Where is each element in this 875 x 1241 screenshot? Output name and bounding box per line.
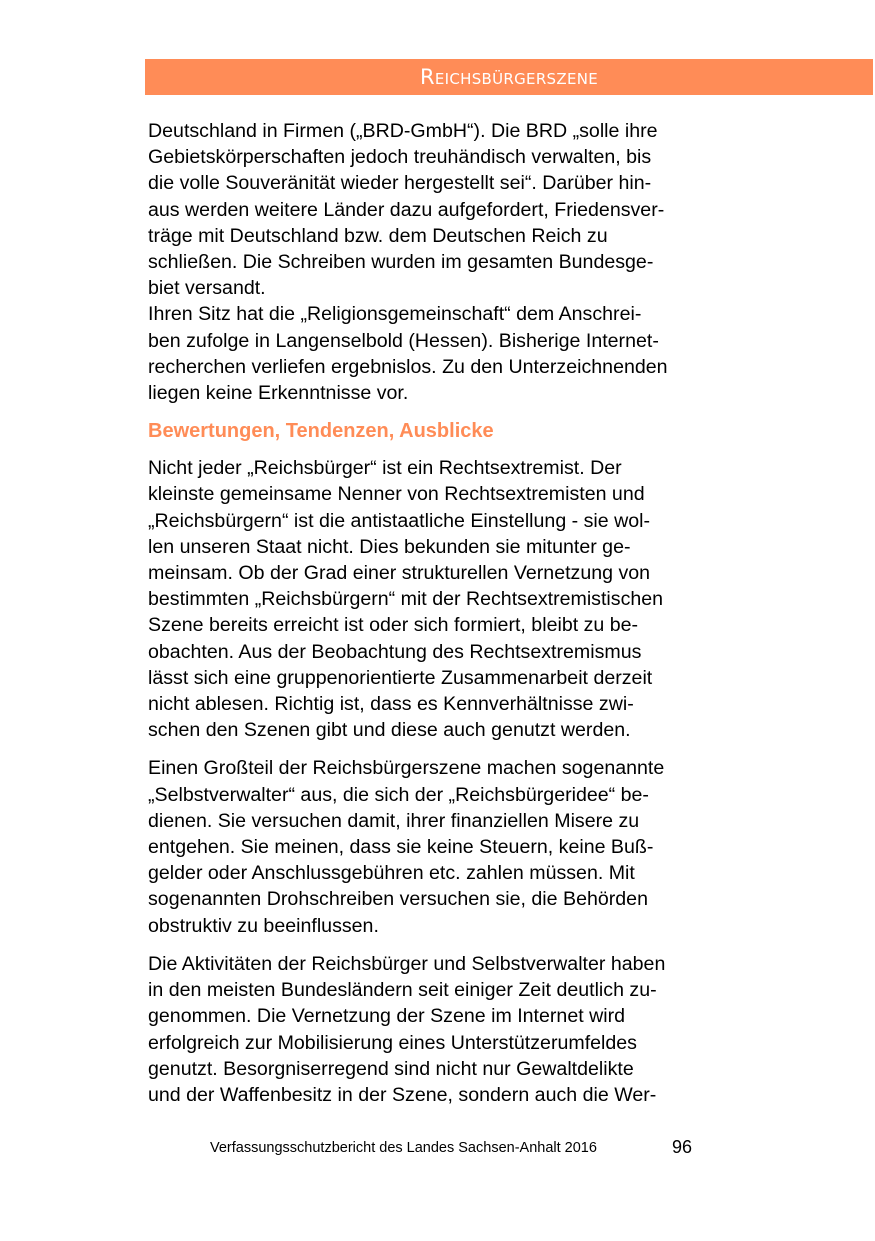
text-line: Ihren Sitz hat die „Religionsgemeinschaft“ dem Anschrei- — [148, 303, 642, 326]
text-line: recherchen verliefen ergebnislos. Zu den Unterzeichnenden — [148, 355, 668, 378]
text-line: Deutschland in Firmen („BRD-GmbH“). Die BRD „solle ihre — [148, 120, 658, 142]
text-line: träge mit Deutschland bzw. dem Deutschen Reich zu — [148, 224, 608, 247]
text-line: biet versandt. — [148, 277, 266, 300]
text-line: bestimmten „Reichsbürgern“ mit der Rechtsextremistischen — [148, 588, 664, 611]
text-line: und der Waffenbesitz in der Szene, sondern auch die Wer- — [148, 1083, 657, 1106]
text-line: Nicht jeder „Reichsbürger“ ist ein Rechtsextremist. Der — [148, 457, 622, 480]
paragraph — [148, 301, 773, 406]
text-line: genommen. Die Vernetzung der Szene im Internet wird — [148, 1005, 626, 1028]
text-line: Einen Großteil der Reichsbürgerszene machen sogenannte — [148, 757, 665, 780]
text-line: gelder oder Anschlussgebühren etc. zahlen müssen. Mit — [148, 862, 635, 885]
text-line: genutzt. Besorgniserregend sind nicht nur Gewaltdelikte — [148, 1057, 634, 1080]
text-line: lässt sich eine gruppenorientierte Zusammenarbeit derzeit — [148, 666, 653, 689]
paragraph — [148, 755, 773, 938]
footer-report-title: Verfassungsschutzbericht des Landes Sachsen-Anhalt 2016 — [210, 1140, 597, 1156]
text-line: ben zufolge in Langenselbold (Hessen). Bisherige Internet- — [148, 329, 659, 352]
text-line: „Reichsbürgern“ ist die antistaatliche Einstellung - sie wol- — [148, 509, 651, 532]
text-line: die volle Souveränität wieder hergestellt sei“. Darüber hin- — [148, 172, 652, 195]
paragraph — [148, 455, 773, 743]
text-line: Gebietskörperschaften jedoch treuhändisch verwalten, bis — [148, 146, 652, 169]
text-line: obstruktiv zu beeinflussen. — [148, 914, 379, 937]
text-line: entgehen. Sie meinen, dass sie keine Steuern, keine Buß- — [148, 836, 654, 859]
text-line: len unseren Staat nicht. Dies bekunden sie mitunter ge- — [148, 535, 631, 558]
running-header-title: Reichsbürgerszene — [419, 65, 599, 89]
text-line: Die Aktivitäten der Reichsbürger und Selbstverwalter haben — [148, 952, 666, 975]
page-number: 96 — [672, 1137, 693, 1157]
paragraph — [148, 951, 773, 1108]
text-line: aus werden weitere Länder dazu aufgefordert, Friedensver- — [148, 198, 665, 221]
paragraph — [148, 118, 773, 301]
text-line: obachten. Aus der Beobachtung des Rechtsextremismus — [148, 640, 642, 663]
text-line: liegen keine Erkenntnisse vor. — [148, 382, 409, 405]
text-line: „Selbstverwalter“ aus, die sich der „Reichsbürgeridee“ be- — [148, 783, 649, 806]
text-line: sogenannten Drohschreiben versuchen sie, die Behörden — [148, 888, 648, 911]
text-line: dienen. Sie versuchen damit, ihrer finanziellen Misere zu — [148, 809, 640, 832]
section-heading: Bewertungen, Tendenzen, Ausblicke — [148, 420, 494, 443]
text-line: meinsam. Ob der Grad einer strukturellen Vernetzung von — [148, 562, 651, 585]
text-line: nicht ablesen. Richtig ist, dass es Kennverhältnisse zwi- — [148, 693, 634, 716]
text-line: schen den Szenen gibt und diese auch genutzt werden. — [148, 719, 631, 742]
page-content — [148, 118, 773, 1120]
text-line: erfolgreich zur Mobilisierung eines Unterstützerumfeldes — [148, 1031, 637, 1054]
text-line: kleinste gemeinsame Nenner von Rechtsextremisten und — [148, 483, 645, 506]
text-line: in den meisten Bundesländern seit einiger Zeit deutlich zu- — [148, 979, 657, 1002]
text-line: schließen. Die Schreiben wurden im gesamten Bundesge- — [148, 251, 654, 274]
text-line: Szene bereits erreicht ist oder sich formiert, bleibt zu be- — [148, 614, 639, 637]
header-bar — [145, 59, 873, 95]
